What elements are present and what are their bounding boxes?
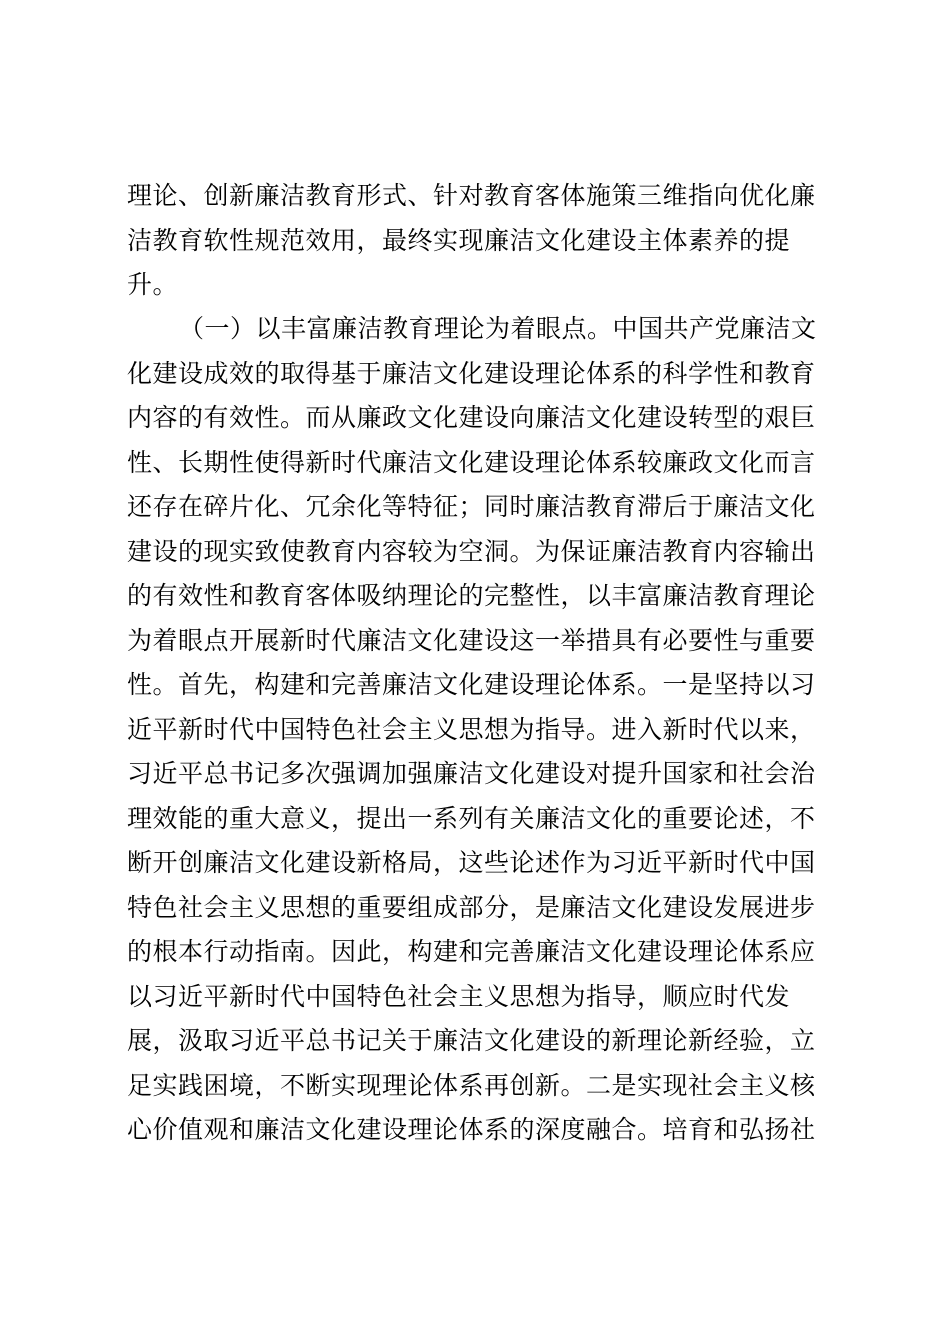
text-line: 内容的有效性。而从廉政文化建设向廉洁文化建设转型的艰巨 [127,403,816,432]
text-line: 升。 [127,270,179,299]
text-line: 特色社会主义思想的重要组成部分，是廉洁文化建设发展进步 [127,892,816,922]
text-line: 展，汲取习近平总书记关于廉洁文化建设的新理论新经验，立 [127,1026,816,1055]
paragraph-1 [127,174,833,308]
text-line: 性、长期性使得新时代廉洁文化建设理论体系较廉政文化而言 [127,447,816,477]
text-line: 的根本行动指南。因此，构建和完善廉洁文化建设理论体系应 [127,937,816,966]
text-line: 化建设成效的取得基于廉洁文化建设理论体系的科学性和教育 [127,358,816,388]
text-line: 理效能的重大意义，提出一系列有关廉洁文化的重要论述，不 [127,803,816,833]
text-line: 习近平总书记多次强调加强廉洁文化建设对提升国家和社会治 [127,759,816,788]
text-line: 足实践困境，不断实现理论体系再创新。二是实现社会主义核 [127,1070,816,1100]
text-line: 为着眼点开展新时代廉洁文化建设这一举措具有必要性与重要 [127,625,816,655]
text-line: 建设的现实致使教育内容较为空洞。为保证廉洁教育内容输出 [127,536,816,566]
text-line: 的有效性和教育客体吸纳理论的完整性，以丰富廉洁教育理论 [127,581,816,610]
text-line: 洁教育软性规范效用，最终实现廉洁文化建设主体素养的提 [127,225,791,255]
text-line: 近平新时代中国特色社会主义思想为指导。进入新时代以来， [127,714,816,744]
text-line: 心价值观和廉洁文化建设理论体系的深度融合。培育和弘扬社 [127,1115,816,1144]
text-line: 以习近平新时代中国特色社会主义思想为指导，顺应时代发 [127,981,791,1011]
text-line: 理论、创新廉洁教育形式、针对教育客体施策三维指向优化廉 [127,181,816,210]
text-line-first: （一）以丰富廉洁教育理论为着眼点。中国共产党廉洁文 [179,314,817,343]
text-line: 性。首先，构建和完善廉洁文化建设理论体系。一是坚持以习 [127,670,816,699]
text-line: 还存在碎片化、冗余化等特征；同时廉洁教育滞后于廉洁文化 [127,492,816,521]
paragraph-2 [127,307,833,1153]
text-line: 断开创廉洁文化建设新格局，这些论述作为习近平新时代中国 [127,848,816,877]
